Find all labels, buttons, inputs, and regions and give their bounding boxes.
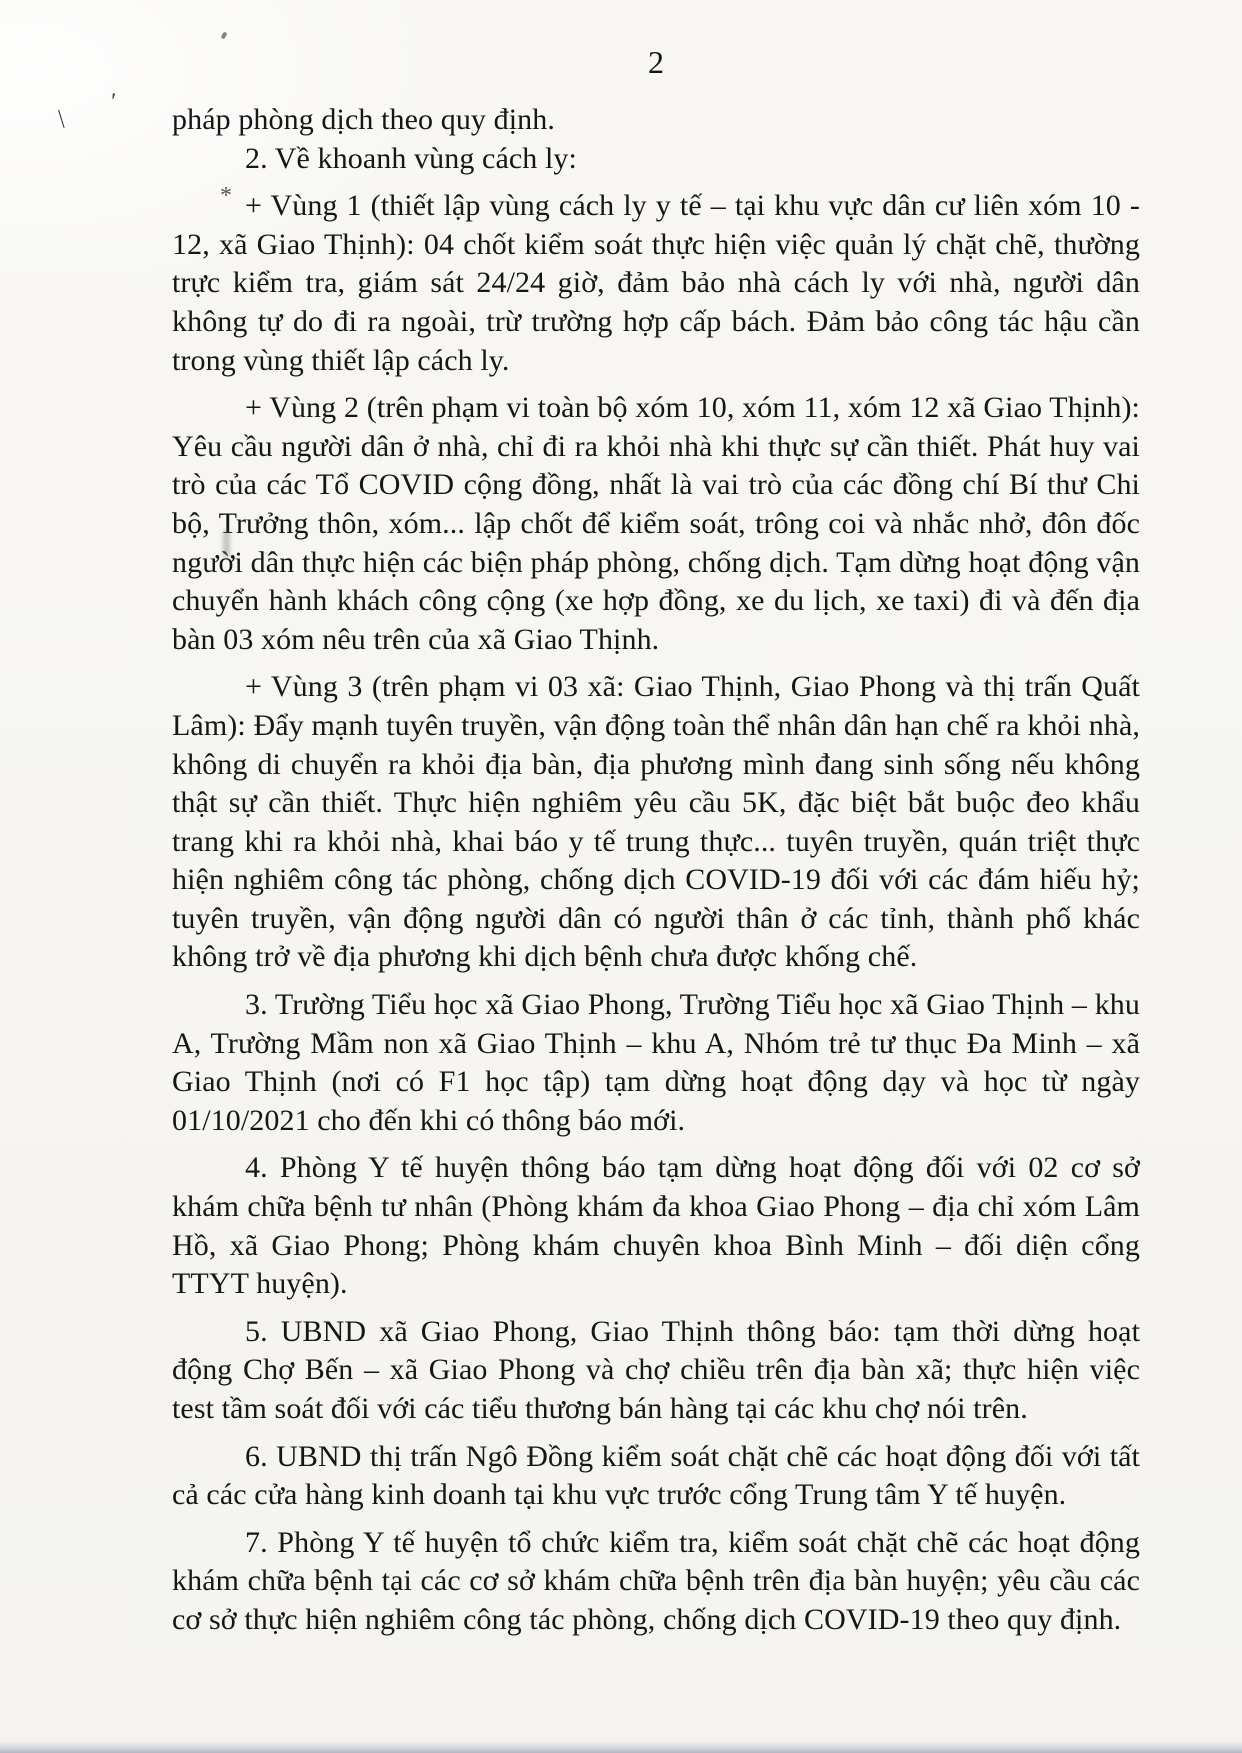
- paragraph-item-4-clinics: 4. Phòng Y tế huyện thông báo tạm dừng hoạt động đối với 02 cơ sở khám chữa bệnh tư nhân (Phòng khám đa khoa Giao Phong – địa chỉ xóm Lâm Hồ, xã Giao Phong; Phòng khám chuyên khoa Bình Minh – đối diện cổng TTYT huyện).: [172, 1151, 1140, 1301]
- scan-speck: [221, 31, 228, 39]
- document-text-block: [172, 101, 1140, 1640]
- paragraph-zone-2: + Vùng 2 (trên phạm vi toàn bộ xóm 10, xóm 11, xóm 12 xã Giao Thịnh): Yêu cầu người dân ở nhà, chỉ đi ra khỏi nhà khi thực sự cần thiết. Phát huy vai trò của các Tổ COVID cộng đồng, nhất là vai trò của các đồng chí Bí thư Chi bộ, Trưởng thôn, xóm... lập chốt để kiểm soát, trông coi và nhắc nhở, đôn đốc người dân thực hiện các biện pháp phòng, chống dịch. Tạm dừng hoạt động vận chuyển hành khách công cộng (xe hợp đồng, xe du lịch, xe taxi) đi và đến địa bàn 03 xóm nêu trên của xã Giao Thịnh.: [172, 391, 1140, 656]
- paragraph-zone-3: + Vùng 3 (trên phạm vi 03 xã: Giao Thịnh, Giao Phong và thị trấn Quất Lâm): Đẩy mạnh tuyên truyền, vận động toàn thể nhân dân hạn chế ra khỏi nhà, không di chuyển ra khỏi địa bàn, địa phương mình đang sinh sống nếu không thật sự cần thiết. Thực hiện nghiêm yêu cầu 5K, đặc biệt bắt buộc đeo khẩu trang khi ra khỏi nhà, khai báo y tế trung thực... tuyên truyền, quán triệt thực hiện nghiêm công tác phòng, chống dịch COVID-19 đối với các đám hiếu hỷ; tuyên truyền, vận động người dân có người thân ở các tỉnh, thành phố khác không trở về địa phương khi dịch bệnh chưa được khống chế.: [172, 670, 1140, 974]
- scan-mark-slash: \: [58, 105, 65, 135]
- scan-bottom-edge: [0, 1741, 1242, 1753]
- paragraph-item-3-schools: 3. Trường Tiểu học xã Giao Phong, Trường Tiểu học xã Giao Thịnh – khu A, Trường Mầm non xã Giao Thịnh – khu A, Nhóm trẻ tư thục Đa Minh – xã Giao Thịnh (nơi có F1 học tập) tạm dừng hoạt động dạy và học từ ngày 01/10/2021 cho đến khi có thông báo mới.: [172, 988, 1140, 1137]
- paragraph-item-6-shops: 6. UBND thị trấn Ngô Đồng kiểm soát chặt chẽ các hoạt động đối với tất cả các cửa hàng kinh doanh tại khu vực trước cổng Trung tâm Y tế huyện.: [172, 1439, 1140, 1512]
- scan-mark-asterisk: *: [220, 183, 232, 209]
- scan-mark-apostrophe: ': [107, 88, 117, 116]
- paragraph-item-5-markets: 5. UBND xã Giao Phong, Giao Thịnh thông báo: tạm thời dừng hoạt động Chợ Bến – xã Giao Phong và chợ chiều trên địa bàn xã; thực hiện việc test tầm soát đối với các tiểu thương bán hàng tại các khu chợ nói trên.: [172, 1314, 1140, 1425]
- paragraph-section-2-heading: 2. Về khoanh vùng cách ly:: [245, 141, 577, 175]
- paragraph-item-7-inspection: 7. Phòng Y tế huyện tổ chức kiểm tra, kiểm soát chặt chẽ các hoạt động khám chữa bệnh tại các cơ sở khám chữa bệnh trên địa bàn huyện; yêu cầu các cơ sở thực hiện nghiêm công tác phòng, chống dịch COVID-19 theo quy định.: [172, 1525, 1140, 1636]
- paragraph-zone-1: + Vùng 1 (thiết lập vùng cách ly y tế – tại khu vực dân cư liên xóm 10 - 12, xã Giao Thịnh): 04 chốt kiểm soát thực hiện việc quản lý chặt chẽ, thường trực kiểm tra, giám sát 24/24 giờ, đảm bảo nhà cách ly với nhà, người dân không tự do đi ra ngoài, trừ trường hợp cấp bách. Đảm bảo công tác hậu cần trong vùng thiết lập cách ly.: [172, 189, 1140, 377]
- page-number: 2: [648, 44, 664, 80]
- paragraph-continuation: pháp phòng dịch theo quy định.: [172, 103, 555, 136]
